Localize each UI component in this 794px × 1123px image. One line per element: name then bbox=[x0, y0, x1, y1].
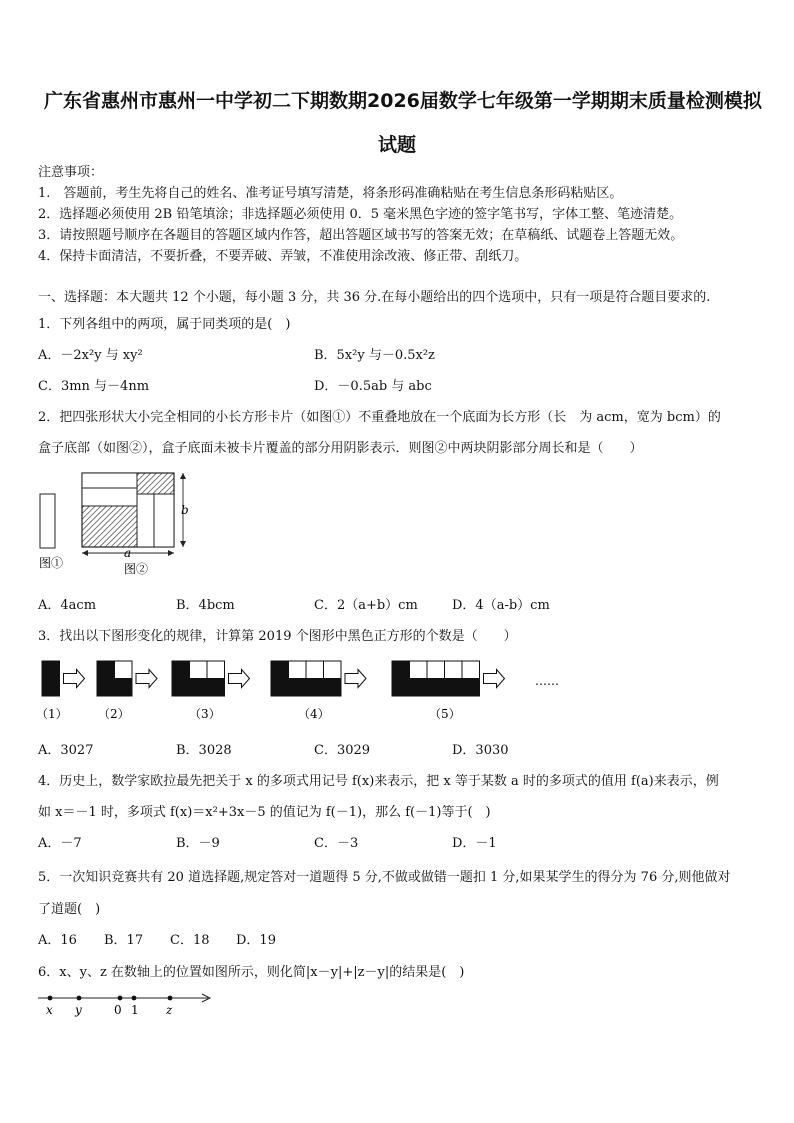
q1-option-d: D．－0.5ab 与 abc bbox=[314, 379, 432, 394]
black-square bbox=[445, 679, 463, 697]
q6-number-line bbox=[36, 988, 216, 1018]
dim-label-b: b bbox=[181, 503, 189, 517]
q4-option-d: D．－1 bbox=[452, 836, 497, 851]
q2-option-b: B．4bcm bbox=[176, 598, 235, 613]
label-z: z bbox=[166, 1003, 173, 1017]
black-square bbox=[271, 661, 289, 679]
black-square bbox=[324, 679, 342, 697]
pattern-label: （3） bbox=[189, 707, 221, 721]
q1-option-b: B．5x²y 与－0.5x²z bbox=[314, 348, 435, 363]
white-square bbox=[207, 661, 225, 679]
q1-option-a: A．－2x²y 与 xy² bbox=[38, 348, 143, 363]
q5-option-b: B．17 bbox=[104, 933, 144, 948]
shaded-region-top bbox=[137, 473, 174, 494]
section-heading: 一、选择题：本大题共 12 个小题，每小题 3 分，共 36 分.在每小题给出的四个选项中，只有一项是符合题目要求的. bbox=[38, 290, 711, 305]
black-square bbox=[172, 679, 190, 697]
q1-option-c: C．3mn 与－4nm bbox=[38, 379, 150, 394]
black-square bbox=[306, 679, 324, 697]
point-z bbox=[168, 996, 173, 1001]
pattern-label: （5） bbox=[429, 707, 461, 721]
arrow-icon bbox=[484, 670, 505, 688]
q4-option-b: B．－9 bbox=[176, 836, 220, 851]
black-square bbox=[42, 661, 60, 679]
pattern-label: （4） bbox=[298, 707, 330, 721]
black-square bbox=[289, 679, 307, 697]
black-square bbox=[97, 679, 115, 697]
q2-stem-line-1: 2．把四张形状大小完全相同的小长方形卡片（如图①）不重叠地放在一个底面为长方形（长 为 acm，宽为 bcm）的 bbox=[38, 410, 721, 425]
q3-option-c: C．3029 bbox=[314, 743, 371, 758]
white-square bbox=[115, 661, 133, 679]
fig1-label: 图① bbox=[39, 556, 64, 570]
q2-figure bbox=[34, 465, 204, 577]
q4-stem-line-2: 如 x＝－1 时，多项式 f(x)＝x²+3x－5 的值记为 f(－1)，那么 f(－1)等于( ) bbox=[38, 805, 491, 820]
q3-option-b: B．3028 bbox=[176, 743, 232, 758]
q3-stem: 3．找出以下图形变化的规律，计算第 2019 个图形中黑色正方形的个数是（ ） bbox=[38, 629, 517, 644]
notice-heading: 注意事项： bbox=[38, 165, 104, 180]
q4-option-a: A．－7 bbox=[38, 836, 82, 851]
fig2-label: 图② bbox=[124, 562, 149, 576]
q2-option-d: D．4（a-b）cm bbox=[452, 598, 550, 613]
point-one bbox=[132, 996, 137, 1001]
q5-option-d: D．19 bbox=[236, 933, 276, 948]
pattern-label: （2） bbox=[98, 707, 130, 721]
white-square bbox=[410, 661, 428, 679]
notice-item: 2．选择题必须使用 2B 铅笔填涂；非选择题必须使用 0．5 毫米黑色字迹的签字笔书写，字体工整、笔迹清楚。 bbox=[38, 207, 683, 222]
point-x bbox=[48, 996, 53, 1001]
arrow-icon bbox=[229, 670, 250, 688]
label-one: 1 bbox=[131, 1003, 139, 1017]
q2-option-c: C．2（a+b）cm bbox=[314, 598, 418, 613]
q5-option-c: C．18 bbox=[170, 933, 210, 948]
point-y bbox=[77, 996, 82, 1001]
white-square bbox=[445, 661, 463, 679]
black-square bbox=[392, 661, 410, 679]
q4-stem-line-1: 4．历史上，数学家欧拉最先把关于 x 的多项式用记号 f(x)来表示，把 x 等于某数 a 时的多项式的值用 f(a)来表示，例 bbox=[38, 774, 719, 789]
q2-stem-line-2: 盒子底部（如图②），盒子底面未被卡片覆盖的部分用阴影表示．则图②中两块阴影部分周长和是（ ） bbox=[38, 441, 643, 456]
arrow-icon bbox=[345, 670, 366, 688]
white-square bbox=[324, 661, 342, 679]
point-zero bbox=[118, 996, 123, 1001]
white-square bbox=[289, 661, 307, 679]
black-square bbox=[42, 679, 60, 697]
q6-stem: 6．x、y、z 在数轴上的位置如图所示，则化简|x－y|+|z－y|的结果是( ) bbox=[38, 965, 465, 980]
pattern-label: （1） bbox=[36, 707, 68, 721]
black-square bbox=[271, 679, 289, 697]
shaded-region-bottom bbox=[82, 506, 137, 547]
q1-stem: 1．下列各组中的两项，属于同类项的是( ) bbox=[38, 317, 291, 332]
black-square bbox=[427, 679, 445, 697]
white-square bbox=[462, 661, 480, 679]
q5-stem-line-2: 了道题( ) bbox=[38, 902, 101, 917]
q5-stem-line-1: 5．一次知识竞赛共有 20 道选择题,规定答对一道题得 5 分,不做或做错一题扣 1 分,如果某学生的得分为 76 分,则他做对 bbox=[38, 870, 731, 885]
title-line-1: 广东省惠州市惠州一中学初二下期数期2026届数学七年级第一学期期末质量检测模拟 bbox=[44, 90, 762, 112]
title-line-2: 试题 bbox=[378, 134, 417, 156]
white-square bbox=[190, 661, 208, 679]
label-zero: 0 bbox=[114, 1003, 122, 1017]
arrow-icon bbox=[136, 670, 157, 688]
black-square bbox=[207, 679, 225, 697]
black-square bbox=[172, 661, 190, 679]
q3-pattern-figure bbox=[36, 656, 576, 724]
white-square bbox=[427, 661, 445, 679]
label-x: x bbox=[46, 1003, 53, 1017]
q4-option-c: C．－3 bbox=[314, 836, 359, 851]
black-square bbox=[190, 679, 208, 697]
black-square bbox=[392, 679, 410, 697]
black-square bbox=[462, 679, 480, 697]
q3-option-a: A．3027 bbox=[38, 743, 94, 758]
notice-item: 4．保持卡面清洁，不要折叠，不要弄破、弄皱，不准使用涂改液、修正带、刮纸刀。 bbox=[38, 249, 528, 264]
black-square bbox=[97, 661, 115, 679]
notice-item: 3．请按照题号顺序在各题目的答题区域内作答，超出答题区域书写的答案无效；在草稿纸、试题卷上答题无效。 bbox=[38, 228, 684, 243]
black-square bbox=[115, 679, 133, 697]
black-square bbox=[410, 679, 428, 697]
arrow-icon bbox=[64, 670, 85, 688]
white-square bbox=[306, 661, 324, 679]
pattern-ellipsis: …… bbox=[535, 674, 559, 688]
q2-option-a: A．4acm bbox=[38, 598, 97, 613]
card-rectangle bbox=[40, 494, 55, 548]
q3-option-d: D．3030 bbox=[452, 743, 509, 758]
q5-option-a: A．16 bbox=[38, 933, 77, 948]
label-y: y bbox=[75, 1003, 82, 1017]
notice-item: 1. 答题前，考生先将自己的姓名、准考证号填写清楚，将条形码准确粘贴在考生信息条形码粘贴区。 bbox=[38, 186, 623, 201]
dim-label-a: a bbox=[124, 546, 132, 560]
